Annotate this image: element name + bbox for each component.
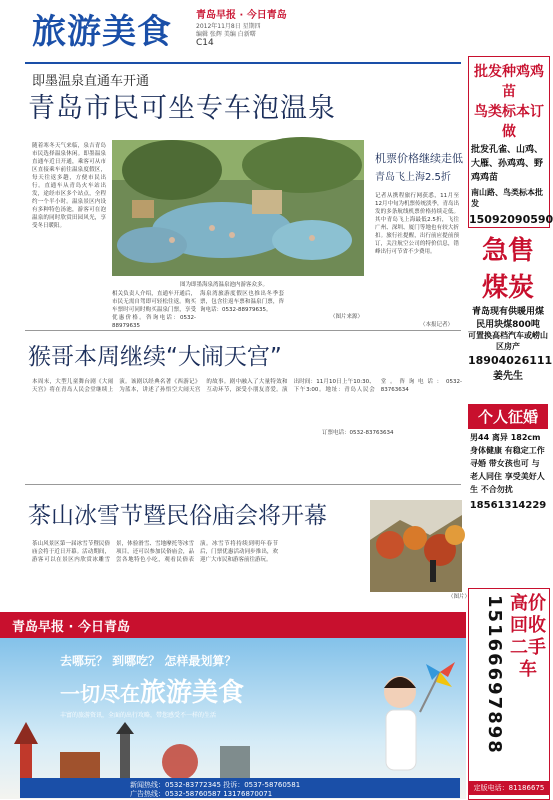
article1-body-left: 随着寒冬天气来临，泉吉青岛市民选择温泉休闲。即墨温泉直通车近日开通，乘客可从市区直接乘车前往温泉度假区，每天往返多趟，方便市民出行。直通车从青岛火车站出发，途经市区多个站点，全程约一个半小时。温泉景区内设有多种特色汤池，游客可在泡温泉的同时欣赏田园风光，享受冬日暖阳。 (32, 143, 106, 229)
ad-coal-contact: 姜先生 (493, 371, 523, 382)
ad-footer-phone: 定版电话：81186675 (469, 781, 549, 795)
sidebar-title: 机票价格继续走低 (375, 152, 463, 165)
banner-question: 去哪玩？ 到哪吃？ 怎样最划算？ (60, 654, 237, 668)
ad-used-cars-phone: 15166697898 (484, 595, 505, 755)
ad-coal-phone: 18904026111 (468, 354, 553, 367)
article1-headline: 青岛市民可坐专车泡温泉 (28, 93, 336, 124)
article2-headline: 猴哥本周继续“大闹天宫” (28, 344, 282, 370)
promo-banner (0, 612, 466, 799)
banner-paper-name: 青岛早报 · 今日青岛 (12, 620, 130, 635)
hot-spring-photo (112, 140, 364, 276)
article2-phone: 订票电话：0532-83763634 (322, 430, 394, 436)
divider-1 (25, 330, 461, 331)
ad-poultry-line1: 批发种鸡鸡苗 (474, 64, 544, 100)
page-number: C14 (196, 38, 214, 48)
autumn-mountain-photo (370, 500, 462, 592)
article2-body: 本周末，大型儿童舞台剧《大闹天宫》将在青岛人民会堂继续上演。该剧以经典名著《西游记》为蓝本，讲述了孙悟空大闹天宫的故事。剧中融入了大量特效和互动环节，深受小朋友喜爱。演出时间：11月10日上午10:30、下午3:00。地址：青岛人民会堂。咨询电话：0532-83763634 (32, 379, 462, 393)
editor-credits: 编辑 张辉 美编 白新曙 (196, 31, 256, 38)
ad-poultry-phone: 15092090590 (469, 213, 553, 226)
ad-coal-line3: 青岛现有供暖用煤 (471, 307, 544, 317)
landmarks-illustration (0, 722, 300, 782)
banner-subline: 丰富的旅游资讯，全面的出行攻略，带您感受不一样的生活 (60, 712, 217, 719)
article3-headline: 茶山冰雪节暨民俗庙会将开幕 (28, 503, 327, 529)
article3-photo-credit: （图片） (448, 594, 471, 600)
ad-personal-text: 男44 离异 182cm 身体健康 有稳定工作 寻婚 带女孩也可 与老人同住 享受美好人生 不合勿扰 (470, 433, 545, 494)
masthead-divider (25, 62, 461, 64)
photo-credit: （图片来源） (330, 314, 364, 320)
article3-body: 茶山风景区第一届冰雪节暨民俗庙会将于近日开幕。活动期间，游客可以在景区内欣赏冰雕雪景，体验滑雪、雪地摩托等冰雪项目，还可以参加民俗庙会，品尝各地特色小吃，观看民俗表演。冰雪节将持续到明年春节后，门票优惠活动同步推出，欢迎广大市民和游客前往游玩。 (32, 541, 278, 563)
article1-kicker: 即墨温泉直通车开通 (32, 74, 150, 89)
ad-poultry (468, 56, 553, 228)
ad-coal (468, 230, 553, 400)
newspaper-name: 青岛早报 · 今日青岛 (196, 10, 287, 21)
ad-poultry-line4: 南山路、鸟类标本批发 (471, 188, 543, 208)
divider-2 (25, 484, 461, 485)
ad-personal-phone: 18561314229 (469, 500, 547, 511)
article1-body-mid: 相关负责人介绍，直通车开通后，市民无需自驾即可轻松往返。购买车票时可同时购买温泉门票，享受优惠价格。咨询电话：0532-88979635 (112, 291, 196, 329)
ad-personal-title: 个人征婚 (468, 404, 548, 429)
issue-date: 2012年11月8日 星期四 (196, 23, 261, 30)
ad-coal-line4: 民用块煤800吨 (476, 320, 540, 330)
sidebar-body: 记者从携程旅行网获悉，11月至12月中旬为机票传统淡季，青岛出发的多条航线机票价格持续走低。其中青岛飞上海最低2.5折，飞往广州、深圳、厦门等地也有较大折扣。旅行社提醒，出行前应提前预订，关注航空公司的特价信息，错峰出行可节省不少费用。 (375, 193, 459, 255)
sidebar-credit: （本报记者） (420, 322, 454, 328)
banner-contact-1: 新闻热线：0532-83772345 投诉：0537-58760581 (130, 781, 301, 789)
sidebar-subtitle: 青岛飞上海2.5折 (375, 172, 451, 183)
photo-caption: 图为即墨海泉湾温泉池内游客众多。 (180, 282, 269, 288)
girl-with-pinwheel-illustration (360, 652, 460, 782)
ad-coal-line1: 急售 (481, 236, 534, 266)
ad-poultry-line3: 批发孔雀、山鸡、大雁、孙鸡鸡、野鸡鸡苗 (471, 145, 544, 183)
ad-used-cars (468, 588, 550, 800)
ad-used-cars-title: 高价回收二手车 (510, 593, 546, 680)
ad-personal (468, 404, 548, 592)
ad-poultry-line2: 鸟类标本订做 (474, 104, 544, 140)
article1-body-mid2: 海泉湾旅游度假区也推出冬季套票，包含往返车票和温泉门票，咨询电话：0532-88979635。 (200, 291, 284, 313)
ad-coal-line2: 煤炭 (481, 273, 534, 303)
banner-contact-2: 广告热线：0532-58760587 13176870071 (130, 790, 273, 798)
banner-tagline-prefix: 一切尽在 (60, 682, 140, 706)
banner-tagline-brand: 旅游美食 (140, 678, 245, 708)
section-title: 旅游美食 (32, 12, 172, 52)
ad-coal-line5: 可置换高档汽车或崂山区房产 (468, 331, 548, 351)
